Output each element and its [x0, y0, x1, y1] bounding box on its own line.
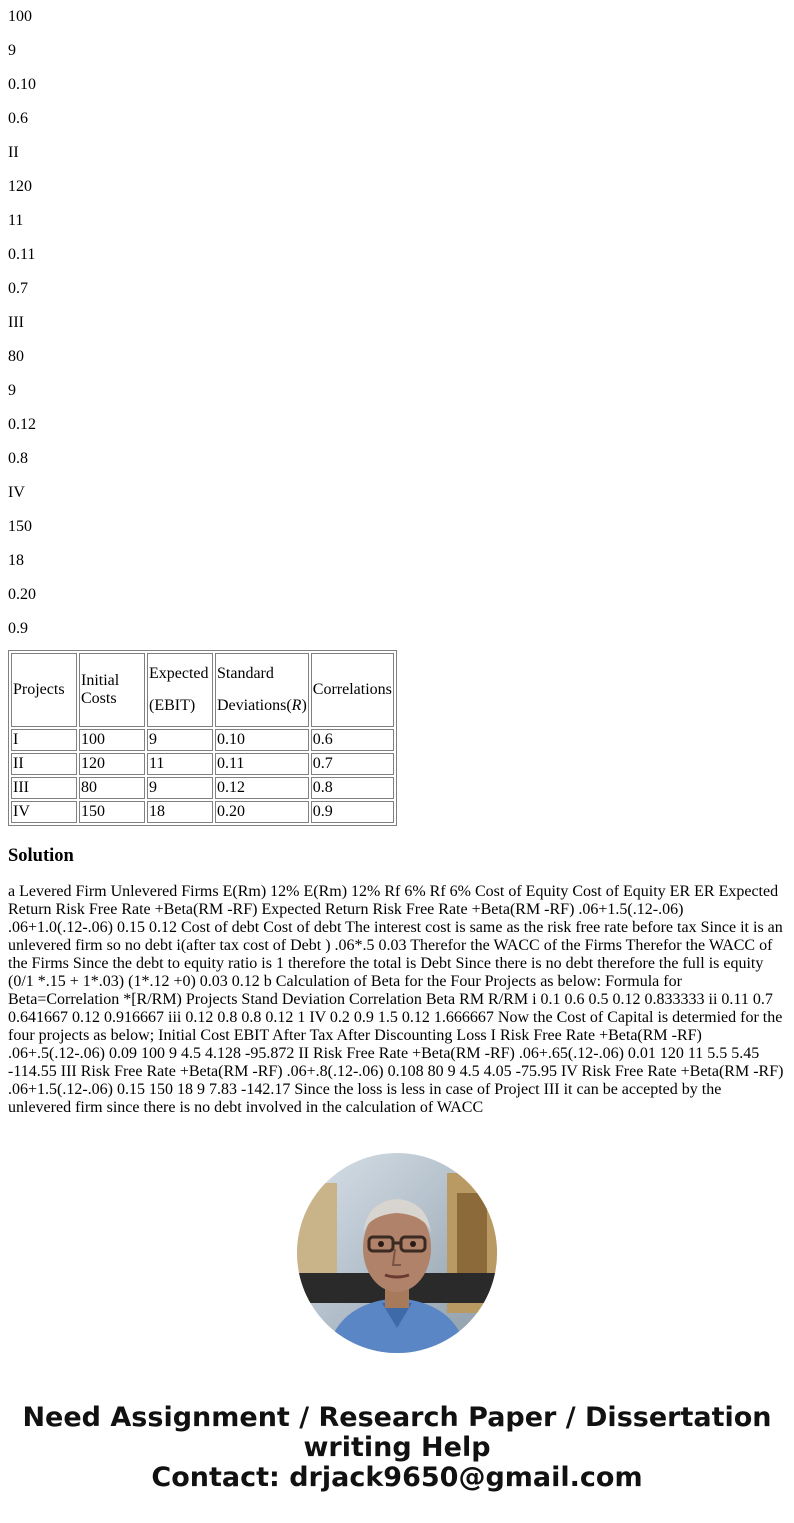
intro-line: 9: [8, 42, 16, 59]
intro-line: 11: [8, 212, 24, 229]
header-expected-line1: Expected: [149, 665, 209, 682]
header-std-line1: Standard: [217, 665, 274, 682]
intro-values-list: [8, 0, 786, 646]
solution-text: a Levered Firm Unlevered Firms E(Rm) 12% E(Rm) 12% Rf 6% Rf 6% Cost of Equity Cost of Equity ER ER Expected Return Risk Free Rate +Beta(RM -RF) Expected Return Risk Free Rate +Beta(RM -RF) .06+1.5(.12-.06) .06+1.0(.12-.06) 0.15 0.12 Cost of debt Cost of debt The interest cost is same as the risk free rate before tax Since it is an unlevered firm so no debt i(after tax cost of Debt ) .06*.5 0.03 Therefor the WACC of the Firms Therefor the WACC of the Firms Since the debt to equity ratio is 1 therefore the total is Debt Since there is no debt therefore the full is equity (0/1 *.15 + 1*.03) (1*.12 +0) 0.03 0.12 b Calculation of Beta for the Four Projects as below: Formula for Beta=Correlation *[R/RM) Projects Stand Deviation Correlation Beta RM R/RM i 0.1 0.6 0.5 0.12 0.833333 ii 0.11 0.7 0.641667 0.12 0.916667 iii 0.12 0.8 0.8 0.12 1 IV 0.2 0.9 1.5 0.12 1.666667 Now the Cost of Capital is determied for the four projects as below; Initial Cost EBIT After Tax After Discounting Loss I Risk Free Rate +Beta(RM -RF) .06+.5(.12-.06) 0.09 100 9 4.5 4.128 -95.872 II Risk Free Rate +Beta(RM -RF) .06+.65(.12-.06) 0.01 120 11 5.5 5.45 -114.55 III Risk Free Rate +Beta(RM -RF) .06+.8(.12-.06) 0.108 80 9 4.5 4.05 -75.95 IV Risk Free Rate +Beta(RM -RF) .06+1.5(.12-.06) 0.15 150 18 9 7.83 -142.17 Since the loss is less in case of Project III it can be accepted by the unlevered firm since there is no debt involved in the calculation of WACC: [8, 883, 784, 1116]
cell-initial-cost: 80: [79, 777, 145, 799]
cell-std-dev: 0.11: [215, 753, 309, 775]
intro-line: 120: [8, 178, 32, 195]
cell-std-dev: 0.20: [215, 801, 309, 823]
intro-line: 80: [8, 348, 24, 365]
solution-heading: Solution: [8, 846, 74, 866]
cell-correlation: 0.9: [311, 801, 394, 823]
header-std-close: ): [301, 697, 307, 714]
intro-line: 0.7: [8, 280, 28, 297]
intro-line: 18: [8, 552, 24, 569]
table-row: [11, 753, 394, 775]
intro-line: 0.20: [8, 586, 36, 603]
table-row: [11, 729, 394, 751]
cell-correlation: 0.8: [311, 777, 394, 799]
cell-project: III: [11, 777, 77, 799]
intro-line: 0.6: [8, 110, 28, 127]
cell-initial-cost: 100: [79, 729, 145, 751]
header-expected-ebit: [147, 653, 213, 727]
intro-line: II: [8, 144, 19, 161]
cell-ebit: 11: [147, 753, 213, 775]
table-row: [11, 801, 394, 823]
cell-ebit: 9: [147, 777, 213, 799]
promo-line-2: writing Help: [303, 1432, 491, 1463]
header-std-r: R: [291, 697, 302, 714]
header-standard-deviation: [215, 653, 309, 727]
intro-line: 0.12: [8, 416, 36, 433]
cell-initial-cost: 120: [79, 753, 145, 775]
header-projects: Projects: [11, 653, 77, 727]
cell-project: I: [11, 729, 77, 751]
intro-line: 0.10: [8, 76, 36, 93]
intro-line: 0.9: [8, 620, 28, 637]
cell-correlation: 0.6: [311, 729, 394, 751]
header-std-line2: [217, 697, 307, 715]
promo-banner: [0, 1403, 794, 1493]
cell-std-dev: 0.10: [215, 729, 309, 751]
header-initial-costs: Initial Costs: [79, 653, 145, 727]
cell-initial-cost: 150: [79, 801, 145, 823]
avatar: [297, 1153, 497, 1353]
header-expected-line2: (EBIT): [149, 697, 196, 714]
tutor-avatar-photo-icon: [297, 1153, 497, 1353]
cell-project: II: [11, 753, 77, 775]
cell-correlation: 0.7: [311, 753, 394, 775]
cell-project: IV: [11, 801, 77, 823]
cell-ebit: 18: [147, 801, 213, 823]
document-body: [8, 0, 786, 1117]
cell-std-dev: 0.12: [215, 777, 309, 799]
intro-line: 100: [8, 8, 32, 25]
intro-line: III: [8, 314, 24, 331]
intro-line: 0.11: [8, 246, 36, 263]
cell-ebit: 9: [147, 729, 213, 751]
intro-line: 0.8: [8, 450, 28, 467]
table-row: [11, 777, 394, 799]
header-std-prefix: Deviations(: [217, 697, 292, 714]
intro-line: 150: [8, 518, 32, 535]
intro-line: IV: [8, 484, 25, 501]
intro-line: 9: [8, 382, 16, 399]
promo-contact: Contact: drjack9650@gmail.com: [151, 1462, 643, 1493]
table-header-row: [11, 653, 394, 727]
projects-table: [8, 650, 397, 826]
header-correlations: Correlations: [311, 653, 394, 727]
promo-line-1: Need Assignment / Research Paper / Dissertation: [22, 1402, 772, 1433]
